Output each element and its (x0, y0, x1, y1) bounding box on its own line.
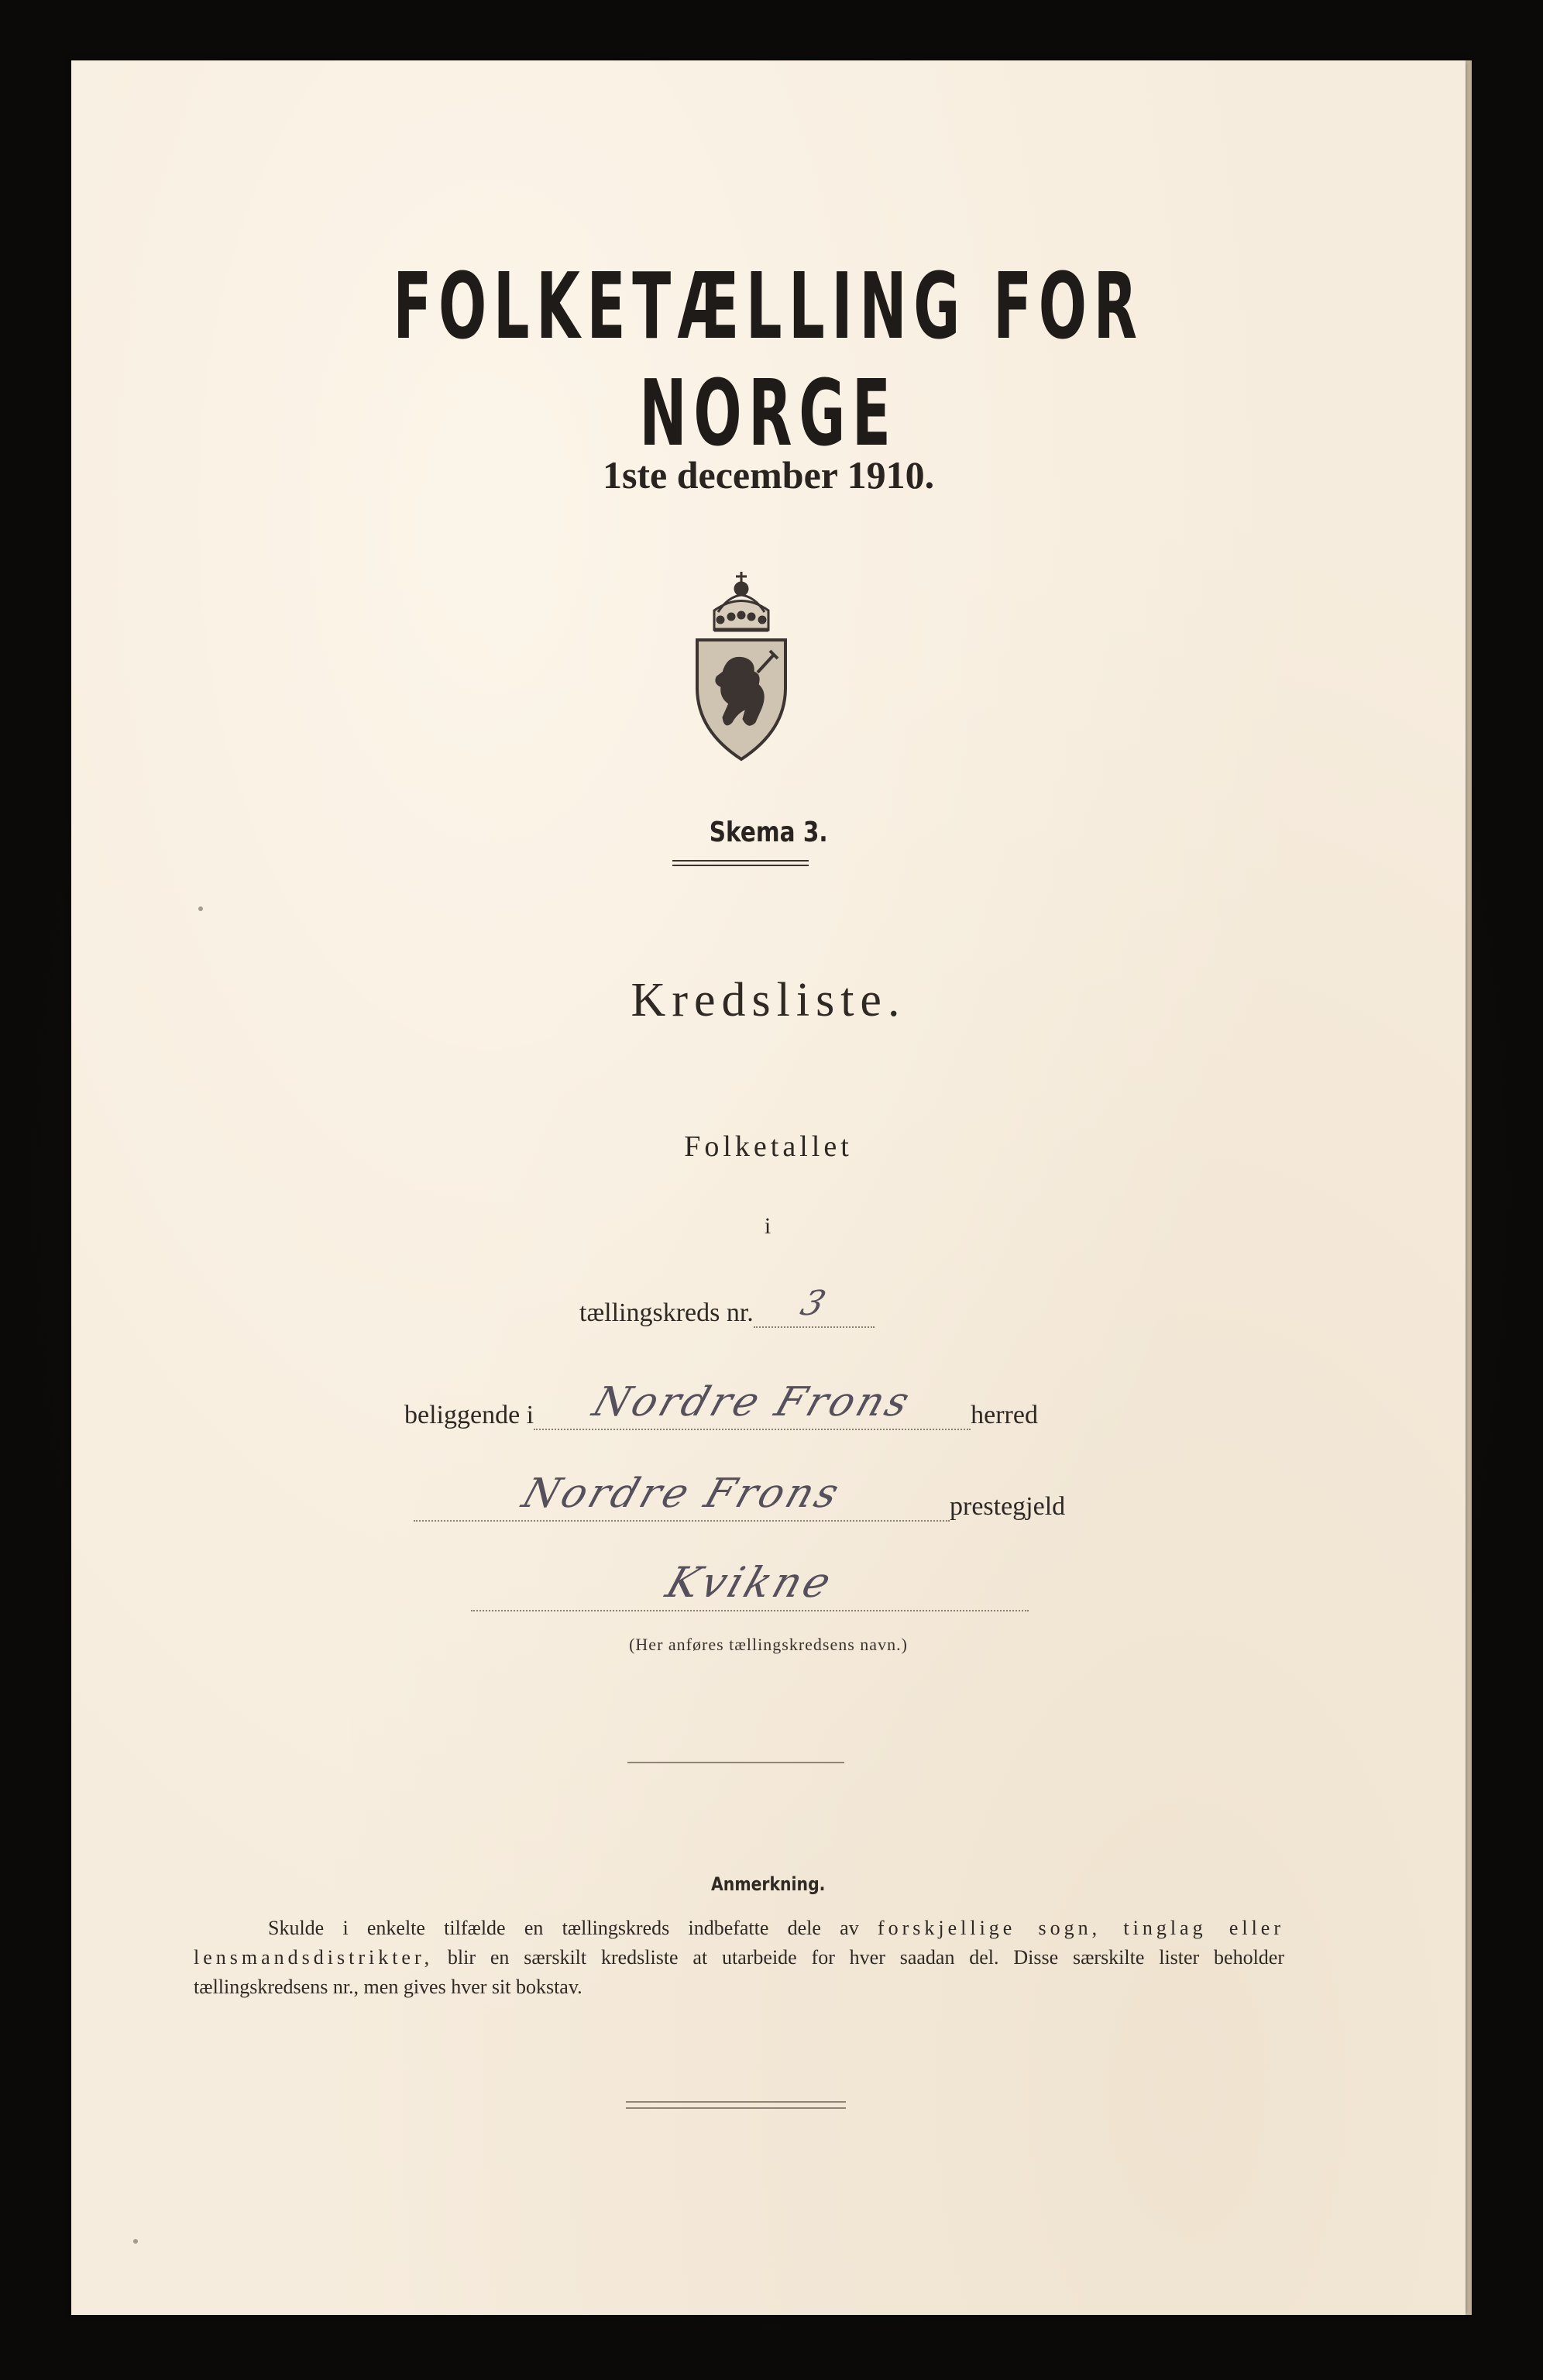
intro-line-folketallet: Folketallet (684, 1130, 853, 1163)
parish-value: Nordre Frons (517, 1470, 848, 1517)
document-heading: Kredsliste. (631, 974, 906, 1027)
schema-underline (672, 860, 809, 862)
municipality-suffix: herred (971, 1401, 1038, 1429)
paper-speck (198, 906, 203, 911)
district-name-field[interactable] (471, 1558, 1029, 1611)
district-name-row (471, 1558, 1029, 1611)
note-body-part-2: forskjellige sogn, tinglag eller lensmandsdistrikter, (194, 1917, 1284, 1969)
census-district-number-row (579, 1286, 875, 1328)
paper-edge-strip (1466, 60, 1472, 2315)
municipality-row (404, 1379, 1038, 1430)
parish-suffix: prestegjeld (950, 1492, 1066, 1521)
note-body (194, 1914, 1284, 2002)
schema-underline-double (672, 865, 809, 866)
coat-of-arms-icon (683, 556, 799, 765)
municipality-prefix: beliggende i (404, 1401, 534, 1429)
form-title: FOLKETÆLLING FOR NORGE (393, 253, 1144, 466)
parish-row (414, 1470, 1066, 1522)
municipality-value: Nordre Frons (587, 1379, 919, 1426)
census-date: 1ste december 1910. (602, 453, 935, 497)
intro-line-preposition: i (764, 1213, 773, 1239)
municipality-field[interactable] (534, 1379, 971, 1430)
end-divider-bottom (626, 2107, 846, 2109)
census-form-page (71, 60, 1466, 2315)
district-name-caption: (Her anføres tællingskredsens navn.) (629, 1635, 908, 1654)
census-district-number-label: tællingskreds nr. (579, 1298, 754, 1327)
schema-number: Skema 3. (709, 817, 828, 848)
end-divider-top (626, 2101, 846, 2103)
note-heading: Anmerkning. (711, 1873, 826, 1895)
note-body-part-1: Skulde i enkelte tilfælde en tællingskreds indbefatte dele av (268, 1917, 859, 1939)
census-district-number-field[interactable] (754, 1286, 875, 1328)
section-divider (627, 1762, 844, 1763)
note-body-part-3: blir en særskilt kredsliste at utarbeide for hver saadan del. Disse særskilte lister beholder tællingskredsens nr., men gives hver sit bokstav. (194, 1946, 1284, 1998)
district-name-value: Kvikne (660, 1558, 840, 1607)
census-district-number-value: 3 (796, 1284, 833, 1323)
paper-speck (133, 2239, 138, 2244)
parish-field[interactable] (414, 1470, 950, 1522)
